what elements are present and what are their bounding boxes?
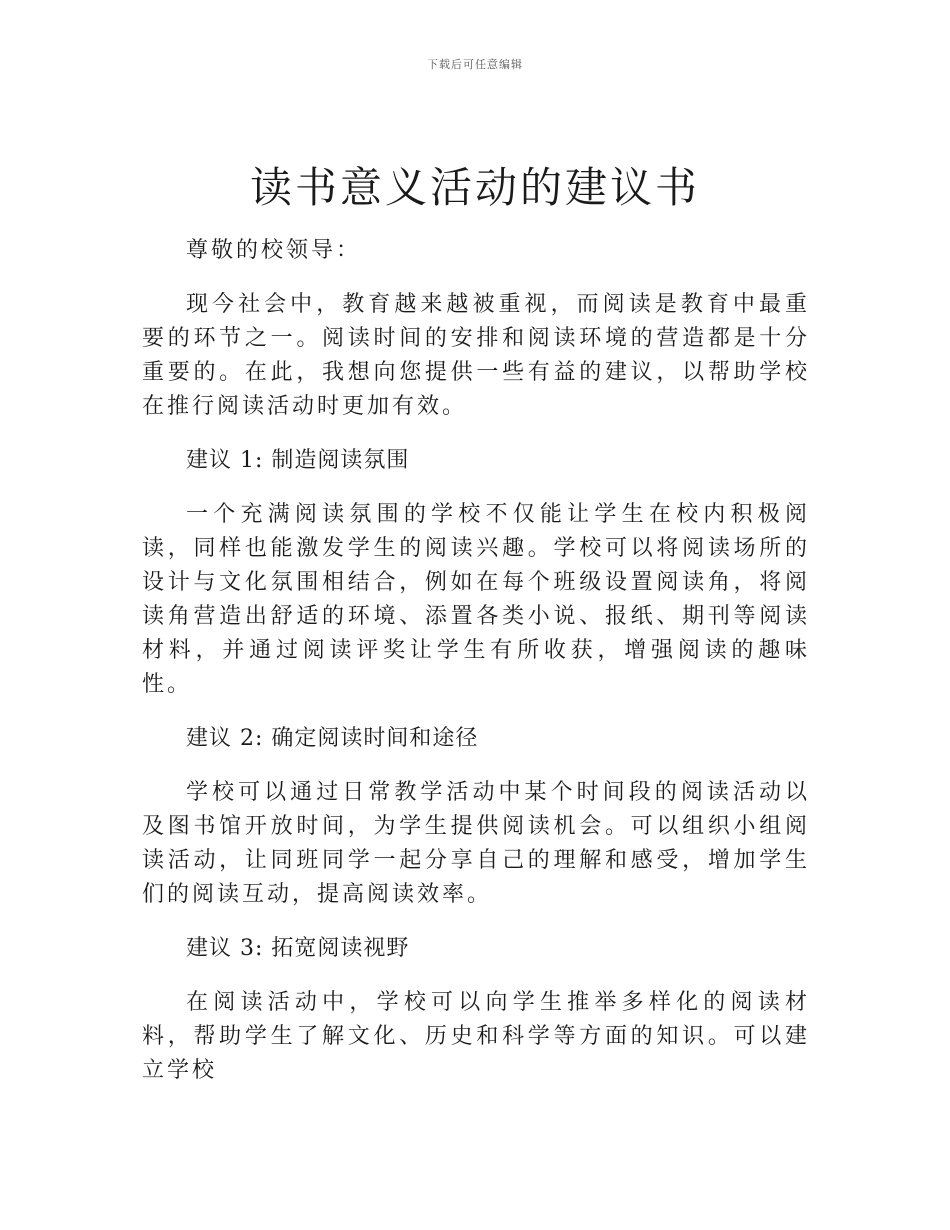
suggestion-1-paragraph: 一个充满阅读氛围的学校不仅能让学生在校内积极阅读，同样也能激发学生的阅读兴趣。学校可以将阅读场所的设计与文化氛围相结合，例如在每个班级设置阅读角，将阅读角营造出舒适的环境、添置各类小说、报纸、期刊等阅读材料，并通过阅读评奖让学生有所收获，增强阅读的趣味性。 (142, 502, 810, 697)
suggestion-1-heading: 建议 1: 制造阅读氛围 (186, 448, 410, 473)
suggestion-3-paragraph: 在阅读活动中，学校可以向学生推举多样化的阅读材料，帮助学生了解文化、历史和科学等方面的知识。可以建立学校 (142, 990, 810, 1083)
suggestion-3-heading: 建议 3: 拓宽阅读视野 (186, 936, 410, 961)
document-body (142, 234, 810, 1108)
greeting: 尊敬的校领导： (186, 238, 362, 263)
suggestion-2-heading: 建议 2: 确定阅读时间和途径 (186, 726, 479, 751)
suggestion-2-paragraph: 学校可以通过日常教学活动中某个时间段的阅读活动以及图书馆开放时间，为学生提供阅读机会。可以组织小组阅读活动，让同班同学一起分享自己的理解和感受，增加学生们的阅读互动，提高阅读效率。 (142, 780, 810, 907)
document-title: 读书意义活动的建议书 (249, 163, 700, 212)
page-header-note: 下载后可任意编辑 (427, 58, 523, 71)
paragraph-intro: 现今社会中，教育越来越被重视，而阅读是教育中最重要的环节之一。阅读时间的安排和阅读环境的营造都是十分重要的。在此，我想向您提供一些有益的建议，以帮助学校在推行阅读活动时更加有效。 (142, 292, 810, 419)
